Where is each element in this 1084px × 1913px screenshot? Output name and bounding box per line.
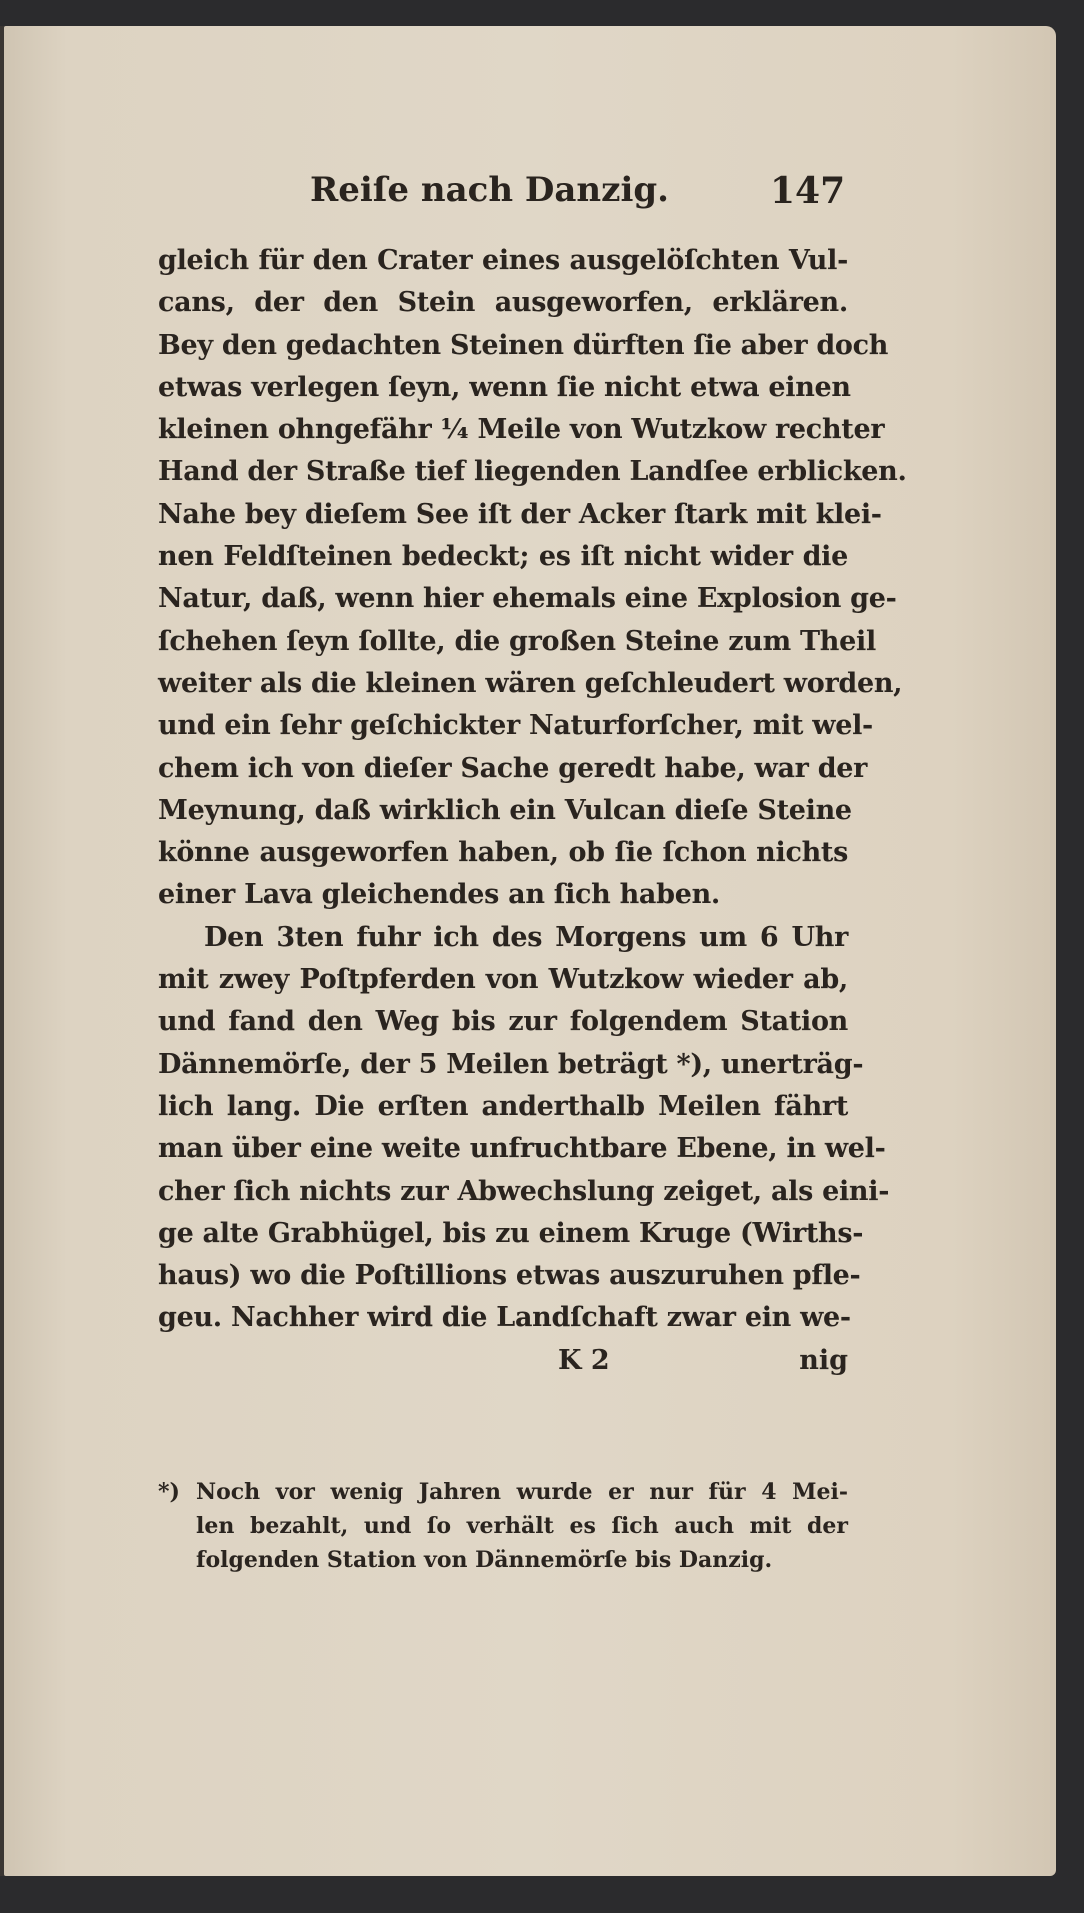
text-line: einer Lava gleichendes an ſich haben. xyxy=(158,879,721,911)
text-line: Natur, daß, wenn hier ehemals eine Explosion ge- xyxy=(158,583,897,615)
text-line: chem ich von dieſer Sache geredt habe, war der xyxy=(158,752,868,784)
text-line: lich lang. Die erſten anderthalb Meilen fährt xyxy=(158,1090,848,1122)
text-line: cans, der den Stein ausgeworfen, erklären. xyxy=(158,287,848,319)
footnote-line: folgenden Station von Dännemörſe bis Danzig. xyxy=(196,1547,773,1573)
catch-line xyxy=(158,1340,848,1382)
body-text xyxy=(158,240,907,1340)
text-line: Hand der Straße tief liegenden Landſee erblicken. xyxy=(158,456,907,488)
text-line: Den 3ten fuhr ich des Morgens um 6 Uhr xyxy=(204,921,848,953)
text-line: und fand den Weg bis zur folgendem Station xyxy=(158,1006,848,1038)
text-line: mit zwey Poſtpferden von Wutzkow wieder ab, xyxy=(158,964,848,996)
footnote-line: len bezahlt, und ſo verhält es ſich auch mit der xyxy=(196,1513,848,1539)
text-line: haus) wo die Poſtillions etwas auszuruhen pfle- xyxy=(158,1260,861,1292)
text-line: nen Feldſteinen bedeckt; es iſt nicht wider die xyxy=(158,541,848,573)
running-title: Reiſe nach Danzig. xyxy=(310,170,669,210)
text-line: weiter als die kleinen wären geſchleudert worden, xyxy=(158,667,903,699)
text-line: ge alte Grabhügel, bis zu einem Kruge (Wirths- xyxy=(158,1217,864,1249)
text-line: cher ſich nichts zur Abwechslung zeiget, als eini- xyxy=(158,1175,890,1207)
footnote-marker: *) xyxy=(158,1479,180,1505)
text-line: etwas verlegen ſeyn, wenn ſie nicht etwa einen xyxy=(158,371,851,403)
text-line: man über eine weite unfruchtbare Ebene, in wel- xyxy=(158,1133,886,1165)
text-line: geu. Nachher wird die Landſchaft zwar ein we- xyxy=(158,1302,851,1334)
text-line: Meynung, daß wirklich ein Vulcan dieſe Steine xyxy=(158,794,852,826)
text-line: kleinen ohngefähr ¼ Meile von Wutzkow rechter xyxy=(158,414,885,446)
signature-mark: K 2 xyxy=(558,1345,610,1376)
text-line: ſchehen ſeyn ſollte, die großen Steine zum Theil xyxy=(158,625,876,657)
text-line: Nahe bey dieſem See iſt der Acker ſtark mit klei- xyxy=(158,498,882,530)
text-line: könne ausgeworfen haben, ob ſie ſchon nichts xyxy=(158,837,848,869)
text-line: Dännemörſe, der 5 Meilen beträgt *), unerträg- xyxy=(158,1048,864,1080)
text-line: gleich für den Crater eines ausgelöſchten Vul- xyxy=(158,245,848,276)
catchword: nig xyxy=(799,1345,848,1376)
text-line: Bey den gedachten Steinen dürften ſie aber doch xyxy=(158,329,889,361)
footnote-line: Noch vor wenig Jahren wurde er nur für 4 Mei- xyxy=(196,1479,848,1505)
text-line: und ein ſehr geſchickter Naturforſcher, mit wel- xyxy=(158,710,873,742)
footnote xyxy=(158,1475,848,1577)
page-number: 147 xyxy=(770,170,846,212)
